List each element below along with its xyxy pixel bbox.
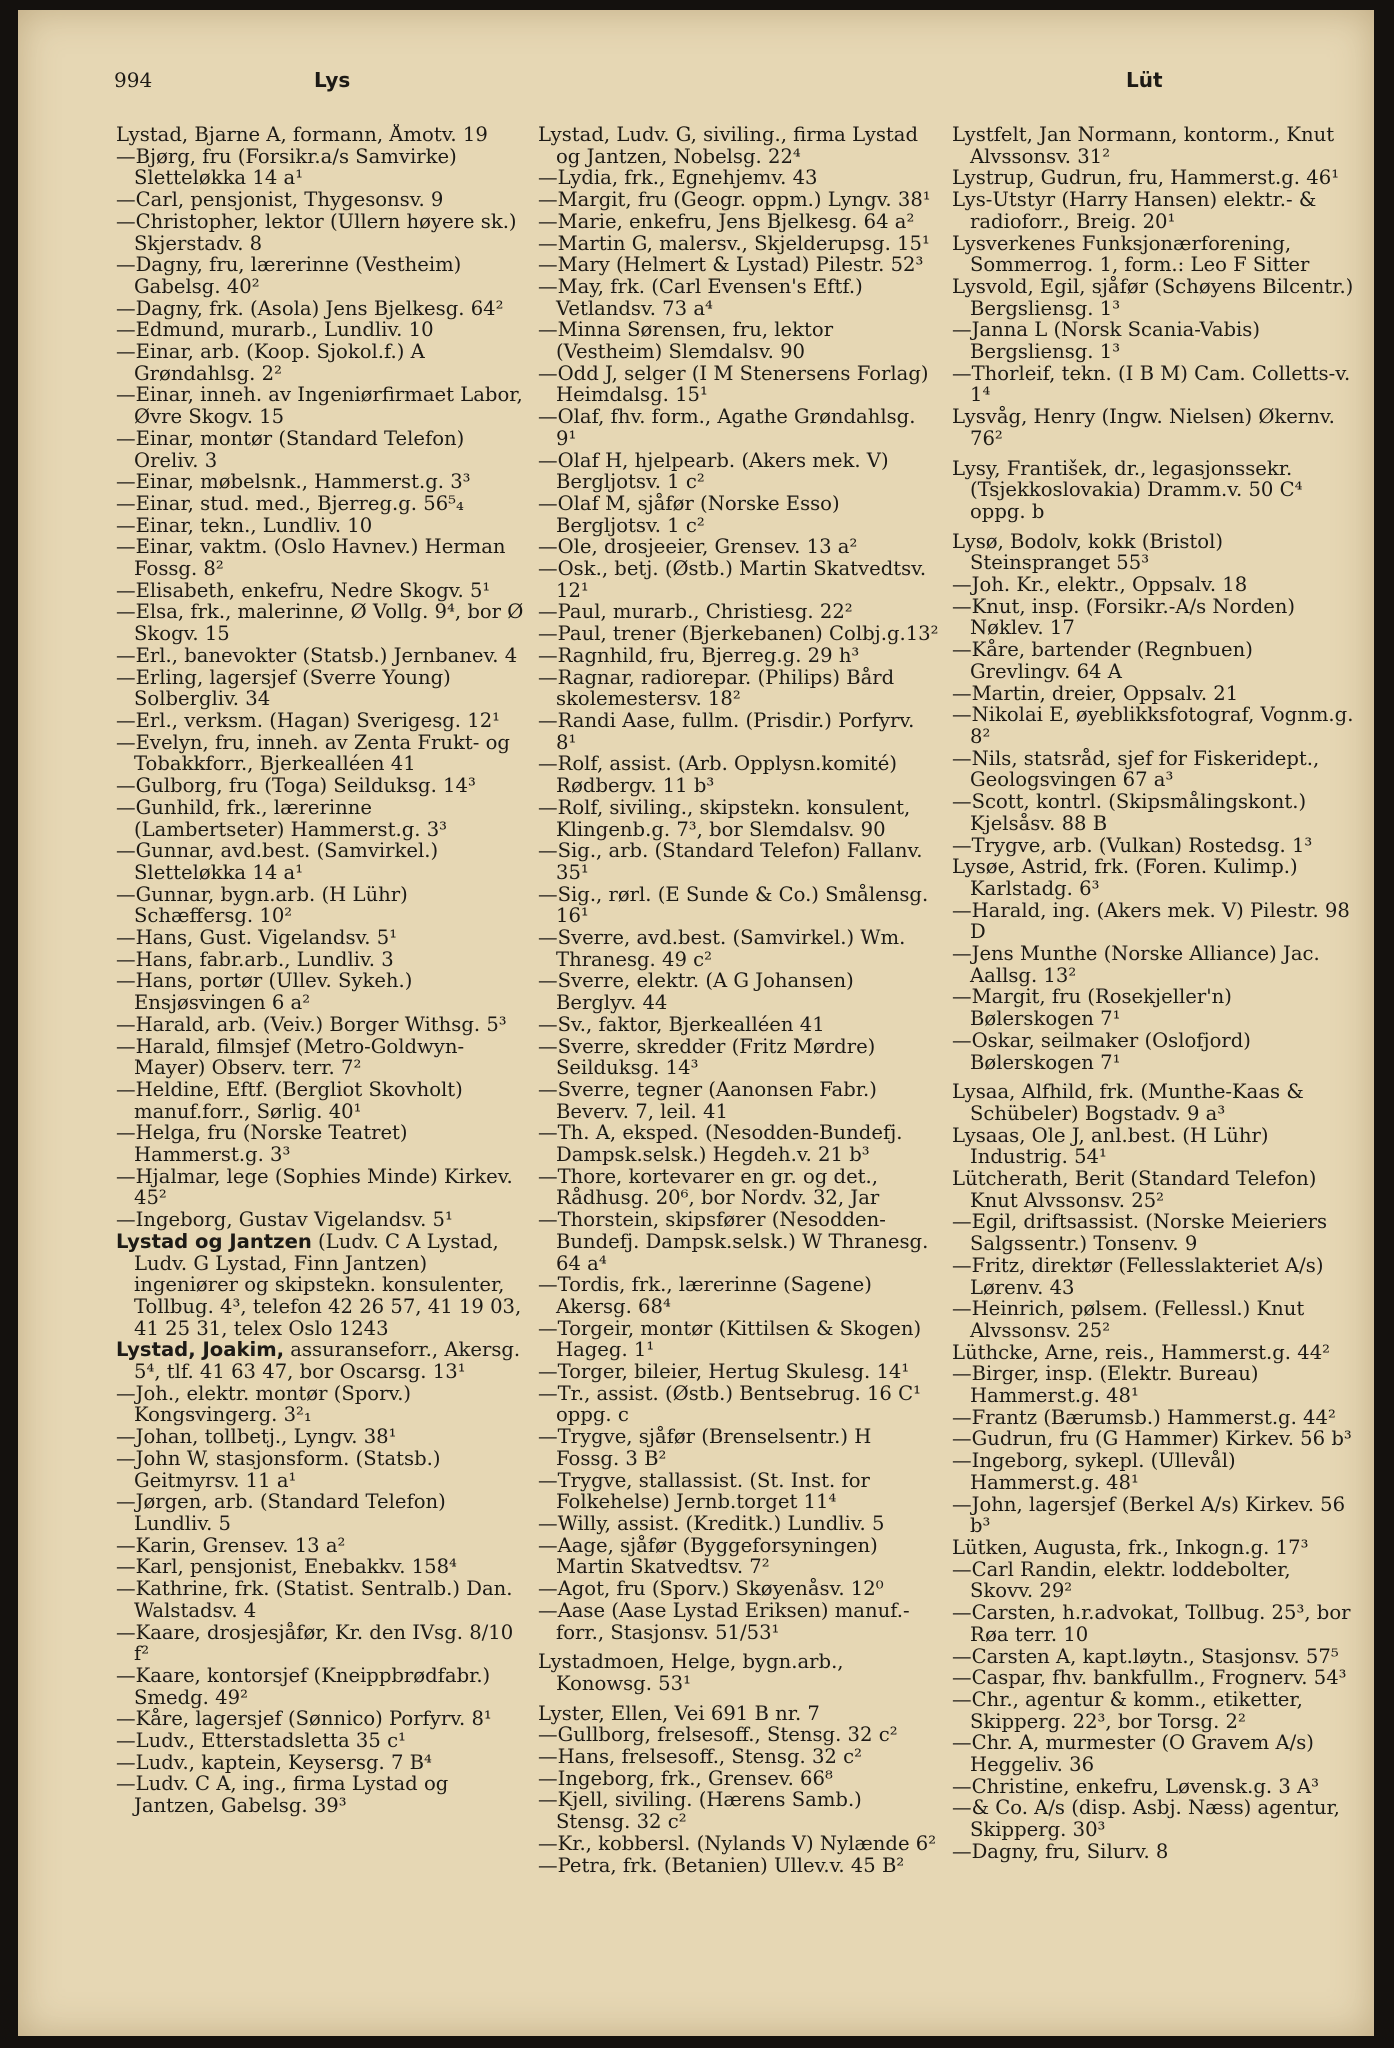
- directory-entry: [952, 1646, 1356, 1668]
- column-1: [116, 124, 524, 2024]
- entry-text: —Gudrun, fru (G Hammer) Kirkev. 56 b³: [952, 1427, 1352, 1451]
- entry-text: —Einar, tekn., Lundliv. 10: [116, 513, 373, 537]
- entry-text: —Erl., banevokter (Statsb.) Jernbanev. 4: [116, 643, 518, 667]
- entry-text: —Nils, statsråd, sjef for Fiskeridept., Geologsvingen 67 a³: [952, 746, 1320, 792]
- entry-text: —John, lagersjef (Berkel A/s) Kirkev. 56 b³: [952, 1492, 1346, 1538]
- entry-text: —Aage, sjåfør (Byggeforsyningen) Martin Skatvedtsv. 7²: [538, 1533, 878, 1579]
- entry-text: —Olaf H, hjelpearb. (Akers mek. V) Bergljotsv. 1 c²: [538, 448, 889, 494]
- entry-text: —Joh. Kr., elektr., Oppsalv. 18: [952, 573, 1248, 597]
- entry-text: —Odd J, selger (I M Stenersens Forlag) Heimdalsg. 15¹: [538, 361, 929, 407]
- entry-text: Lysaas, Ole J, anl.best. (H Lühr) Industrig. 54¹: [952, 1123, 1269, 1169]
- column-3: [952, 124, 1356, 2024]
- directory-entry: [538, 211, 940, 233]
- directory-entry: [952, 1450, 1356, 1493]
- directory-entry: [116, 732, 524, 775]
- entry-text: —Ingeborg, Gustav Vigelandsv. 5¹: [116, 1208, 453, 1232]
- directory-entry: [116, 124, 524, 146]
- entry-name: Lystad og Jantzen: [116, 1229, 312, 1253]
- entry-text: —Kaare, drosjesjåfør, Kr. den IVsg. 8/10 f²: [116, 1620, 514, 1666]
- directory-entry: [116, 1578, 524, 1621]
- directory-entry: [952, 791, 1356, 834]
- directory-entry: [538, 254, 940, 276]
- entry-text: —Petra, frk. (Betanien) Ullev.v. 45 B²: [538, 1853, 905, 1877]
- entry-text: —Scott, kontrl. (Skipsmålingskont.) Kjelsåsv. 88 B: [952, 790, 1307, 835]
- directory-entry: [116, 341, 524, 384]
- entry-text: —Osk., betj. (Østb.) Martin Skatvedtsv. 12¹: [538, 557, 927, 602]
- entry-text: —Margit, fru (Geogr. oppm.) Lyngv. 38¹: [538, 188, 931, 212]
- directory-entry: [116, 1231, 524, 1340]
- directory-entry: [538, 1036, 940, 1079]
- directory-entry: [952, 124, 1356, 167]
- directory-entry: [116, 927, 524, 949]
- entry-text: —Torgeir, montør (Kittilsen & Skogen) Hageg. 1¹: [538, 1316, 922, 1362]
- directory-entry: [952, 639, 1356, 682]
- entry-text: —Einar, inneh. av Ingeniørfirmaet Labor, Øvre Skogv. 15: [116, 383, 523, 429]
- directory-entry: [116, 428, 524, 471]
- entry-text: —Einar, stud. med., Bjerreg.g. 56⁵₄: [116, 491, 464, 515]
- entry-text: —Frantz (Bærumsb.) Hammerst.g. 44²: [952, 1405, 1336, 1429]
- entry-text: —Kåre, bartender (Regnbuen) Grevlingv. 64 A: [952, 638, 1253, 683]
- directory-entry: [116, 1122, 524, 1165]
- guide-word-left: Lys: [314, 68, 351, 92]
- entry-text: —Erling, lagersjef (Sverre Young) Solbergliv. 34: [116, 665, 451, 711]
- entry-name: Lystad, Joakim,: [116, 1338, 285, 1362]
- entry-text: —Margit, fru (Rosekjeller'n) Bølerskogen 7¹: [952, 985, 1232, 1031]
- entry-text: —Elsa, frk., malerinne, Ø Vollg. 9⁴, bor Ø Skogv. 15: [116, 600, 524, 646]
- directory-entry: [116, 797, 524, 840]
- directory-entry: [116, 1448, 524, 1491]
- directory-entry: [116, 1535, 524, 1557]
- entry-text: —Olaf, fhv. form., Agathe Grøndahlsg. 9¹: [538, 405, 916, 450]
- directory-entry: [952, 233, 1356, 276]
- directory-entry: [116, 1622, 524, 1665]
- directory-entry: [952, 1342, 1356, 1364]
- directory-entry: [952, 1537, 1356, 1559]
- directory-entry: [538, 1426, 940, 1469]
- directory-entry: [952, 900, 1356, 943]
- directory-entry: [952, 1298, 1356, 1341]
- entry-text: —Harald, arb. (Veiv.) Borger Withsg. 5³: [116, 1012, 507, 1036]
- directory-entry: [538, 1703, 940, 1725]
- entry-text: Lysverkenes Funksjonærforening, Sommerrog. 1, form.: Leo F Sitter: [952, 231, 1310, 277]
- entry-text: —Hans, Gust. Vigelandsv. 5¹: [116, 926, 398, 950]
- entry-text: —Hjalmar, lege (Sophies Minde) Kirkev. 45²: [116, 1164, 513, 1210]
- directory-entry: [116, 1383, 524, 1426]
- entry-text: —Sverre, elektr. (A G Johansen) Berglyv. 44: [538, 969, 854, 1015]
- directory-entry: [538, 1318, 940, 1361]
- directory-entry: [538, 1789, 940, 1832]
- directory-entry: [952, 276, 1356, 319]
- directory-entry: [538, 645, 940, 667]
- directory-entry: [538, 1600, 940, 1643]
- directory-entry: [116, 775, 524, 797]
- entry-text: —Dagny, fru, Silurv. 8: [952, 1839, 1169, 1863]
- directory-entry: [952, 1428, 1356, 1450]
- directory-entry: [952, 1255, 1356, 1298]
- entry-text: —Martin, dreier, Oppsalv. 21: [952, 681, 1239, 705]
- entry-text: —Birger, insp. (Elektr. Bureau) Hammerst.g. 48¹: [952, 1362, 1259, 1408]
- entry-text: assuranseforr., Akersg. 5⁴, tlf. 41 63 47, bor Oscarsg. 13¹: [134, 1338, 521, 1384]
- directory-entry: [538, 1079, 940, 1122]
- directory-entry: [538, 167, 940, 189]
- entry-text: —Willy, assist. (Kreditk.) Lundliv. 5: [538, 1512, 885, 1535]
- entry-text: —Olaf M, sjåfør (Norske Esso) Bergljotsv. 1 c²: [538, 491, 840, 537]
- entry-text: —Mary (Helmert & Lystad) Pilestr. 52³: [538, 253, 924, 277]
- entry-text: —Hans, portør (Ullev. Sykeh.) Ensjøsvingen 6 a²: [116, 969, 413, 1015]
- entry-text: —Agot, fru (Sporv.) Skøyenåsv. 12⁰: [538, 1577, 884, 1601]
- entry-text: —Egil, driftsassist. (Norske Meieriers Salgssentr.) Tonsenv. 9: [952, 1210, 1328, 1256]
- entry-text: —Karl, pensjonist, Enebakkv. 158⁴: [116, 1555, 457, 1579]
- directory-entry: [116, 1209, 524, 1231]
- directory-entry: [538, 1768, 940, 1790]
- guide-word-right: Lüt: [1126, 68, 1163, 92]
- entry-text: (Ludv. C A Lystad, Ludv. G Lystad, Finn Jantzen) ingeniører og skipstekn. konsulenter, Tollbug. 4³, telefon 42 26 57, 41 19 03, 41 25 31, telex Oslo 1243: [134, 1229, 522, 1340]
- directory-entry: [952, 1667, 1356, 1689]
- directory-entry: [538, 1166, 940, 1209]
- directory-entry: [952, 1732, 1356, 1775]
- entry-text: —Elisabeth, enkefru, Nedre Skogv. 5¹: [116, 578, 491, 602]
- directory-entry: [116, 515, 524, 537]
- directory-entry: [538, 1122, 940, 1165]
- entry-text: —Heinrich, pølsem. (Fellessl.) Knut Alvssonsv. 25²: [952, 1297, 1305, 1342]
- directory-entry: [538, 1274, 940, 1317]
- entry-text: —Trygve, sjåfør (Brenselsentr.) H Fossg. 3 B²: [538, 1425, 872, 1470]
- directory-entry: [952, 531, 1356, 574]
- directory-entry: [116, 1339, 524, 1382]
- directory-entry: [116, 1014, 524, 1036]
- entry-text: —Einar, montør (Standard Telefon) Oreliv. 3: [116, 426, 465, 472]
- entry-text: —Ragnar, radiorepar. (Philips) Bård skolemestersv. 18²: [538, 665, 895, 711]
- entry-text: —Tordis, frk., lærerinne (Sagene) Akersg. 68⁴: [538, 1273, 872, 1318]
- directory-entry: [538, 884, 940, 927]
- directory-entry: [116, 471, 524, 493]
- entry-text: —Janna L (Norsk Scania-Vabis) Bergsliensg. 1³: [952, 318, 1261, 364]
- directory-entry: [538, 1855, 940, 1877]
- entry-text: —Carsten, h.r.advokat, Tollbug. 25³, bor Røa terr. 10: [952, 1601, 1351, 1646]
- entry-text: Lysy, František, dr., legasjonssekr. (Tsjekkoslovakia) Dramm.v. 50 C⁴ oppg. b: [952, 456, 1303, 523]
- entry-text: —Christine, enkefru, Løvensk.g. 3 A³: [952, 1774, 1320, 1798]
- entry-text: —Paul, murarb., Christiesg. 22²: [538, 600, 853, 624]
- entry-text: Lysvåg, Henry (Ingw. Nielsen) Økernv. 76²: [952, 405, 1335, 450]
- directory-entry: [538, 710, 940, 753]
- entry-text: —Harald, ing. (Akers mek. V) Pilestr. 98 D: [952, 898, 1350, 944]
- directory-entry: [116, 1426, 524, 1448]
- entry-text: —Erl., verksm. (Hagan) Sverigesg. 12¹: [116, 708, 501, 732]
- directory-entry: [952, 1211, 1356, 1254]
- directory-entry: [538, 1651, 940, 1694]
- entry-text: —Dagny, fru, lærerinne (Vestheim) Gabelsg. 40²: [116, 253, 462, 298]
- directory-entry: [538, 233, 940, 255]
- entry-text: —Torger, bileier, Hertug Skulesg. 14¹: [538, 1360, 910, 1384]
- entry-text: —Einar, vaktm. (Oslo Havnev.) Herman Fossg. 8²: [116, 535, 506, 581]
- directory-entry: [116, 146, 524, 189]
- entry-text: —Rolf, siviling., skipstekn. konsulent, Klingenb.g. 7³, bor Slemdalsv. 90: [538, 795, 911, 841]
- entry-text: Lyster, Ellen, Vei 691 B nr. 7: [538, 1701, 820, 1725]
- entry-text: Lütken, Augusta, frk., Inkogn.g. 17³: [952, 1536, 1309, 1559]
- column-2: [538, 124, 940, 2024]
- entry-text: —Dagny, frk. (Asola) Jens Bjelkesg. 64²: [116, 296, 504, 320]
- entry-text: Lysø, Bodolv, kokk (Bristol) Steinspranget 55³: [952, 529, 1224, 575]
- entry-text: —Chr., agentur & komm., etiketter, Skipperg. 22³, bor Torsg. 2²: [952, 1687, 1303, 1733]
- entry-text: —Knut, insp. (Forsikr.-A/s Norden) Nøklev. 17: [952, 594, 1296, 640]
- entry-text: —Aase (Aase Lystad Eriksen) manuf.-forr., Stasjonsv. 51/53¹: [538, 1598, 910, 1644]
- directory-entry: [116, 840, 524, 883]
- entry-text: —Joh., elektr. montør (Sporv.) Kongsvingerg. 3²₁: [116, 1381, 412, 1427]
- directory-entry: [952, 319, 1356, 362]
- entry-text: —Oskar, seilmaker (Oslofjord) Bølerskogen 7¹: [952, 1028, 1251, 1074]
- directory-entry: [116, 1773, 524, 1816]
- entry-text: —Johan, tollbetj., Lyngv. 38¹: [116, 1425, 397, 1449]
- entry-text: Lystadmoen, Helge, bygn.arb., Konowsg. 53¹: [538, 1650, 844, 1695]
- entry-text: —May, frk. (Carl Evensen's Eftf.) Vetlandsv. 73 a⁴: [538, 274, 863, 320]
- directory-entry: [538, 558, 940, 601]
- entry-text: Lys-Utstyr (Harry Hansen) elektr.- & radioforr., Breig. 20¹: [952, 188, 1317, 233]
- directory-entry: [538, 493, 940, 536]
- entry-text: —Lydia, frk., Egnehjemv. 43: [538, 166, 818, 190]
- entry-text: —Gulborg, fru (Toga) Seilduksg. 14³: [116, 774, 476, 798]
- directory-entry: [538, 1470, 940, 1513]
- entry-text: —Jens Munthe (Norske Alliance) Jac. Aallsg. 13²: [952, 942, 1320, 987]
- entry-text: —Ragnhild, fru, Bjerreg.g. 29 h³: [538, 643, 860, 667]
- directory-entry: [538, 276, 940, 319]
- directory-entry: [538, 840, 940, 883]
- entry-text: Lysaa, Alfhild, frk. (Munthe-Kaas & Schübeler) Bogstadv. 9 a³: [952, 1080, 1304, 1125]
- entry-text: —Evelyn, fru, inneh. av Zenta Frukt- og Tobakkforr., Bjerkealléen 41: [116, 730, 510, 776]
- entry-text: —Gullborg, frelsesoff., Stensg. 32 c²: [538, 1723, 898, 1747]
- entry-text: —Christopher, lektor (Ullern høyere sk.) Skjerstadv. 8: [116, 209, 517, 255]
- page-header: [18, 68, 1374, 108]
- entry-text: —Sig., rørl. (E Sunde & Co.) Smålensg. 16¹: [538, 882, 929, 928]
- entry-text: —Edmund, murarb., Lundliv. 10: [116, 318, 434, 342]
- entry-text: —Ole, drosjeeier, Grensev. 13 a²: [538, 535, 858, 559]
- directory-entry: [952, 1841, 1356, 1863]
- directory-entry: [952, 167, 1356, 189]
- directory-entry: [538, 601, 940, 623]
- directory-entry: [952, 1168, 1356, 1211]
- directory-entry: [116, 189, 524, 211]
- directory-entry: [538, 450, 940, 493]
- entry-text: Lüthcke, Arne, reis., Hammerst.g. 44²: [952, 1340, 1331, 1364]
- entry-text: —Carl, pensjonist, Thygesonsv. 9: [116, 188, 444, 212]
- directory-entry: [952, 1776, 1356, 1798]
- entry-text: —& Co. A/s (disp. Asbj. Næss) agentur, Skipperg. 30³: [952, 1796, 1340, 1842]
- entry-text: Lystad, Bjarne A, formann, Åmotv. 19: [116, 124, 488, 146]
- entry-text: —Nikolai E, øyeblikksfotograf, Vognm.g. 8²: [952, 703, 1354, 748]
- directory-entry: [538, 927, 940, 970]
- entry-text: —Gunnar, avd.best. (Samvirkel.) Sletteløkka 14 a¹: [116, 839, 439, 884]
- entry-text: —Einar, arb. (Koop. Sjokol.f.) A Grøndahlsg. 2²: [116, 340, 425, 385]
- entry-text: —Sig., arb. (Standard Telefon) Fallanv. 35¹: [538, 839, 923, 884]
- entry-text: —Hans, fabr.arb., Lundliv. 3: [116, 947, 394, 971]
- directory-entry: [952, 363, 1356, 406]
- entry-text: —Thore, kortevarer en gr. og det., Rådhusg. 20⁶, bor Nordv. 32, Jar: [538, 1164, 880, 1210]
- directory-entry: [952, 1559, 1356, 1602]
- entry-text: —Helga, fru (Norske Teatret) Hammerst.g. 3³: [116, 1121, 408, 1167]
- directory-entry: [538, 1746, 940, 1768]
- entry-text: —Ingeborg, sykepl. (Ullevål) Hammerst.g. 48¹: [952, 1449, 1236, 1494]
- directory-entry: [116, 319, 524, 341]
- entry-text: —Thorleif, tekn. (I B M) Cam. Colletts-v. 1⁴: [952, 361, 1351, 407]
- directory-entry: [538, 536, 940, 558]
- directory-entry: [952, 1494, 1356, 1537]
- entry-text: —Bjørg, fru (Forsikr.a/s Samvirke) Sletteløkka 14 a¹: [116, 144, 457, 190]
- directory-entry: [116, 1079, 524, 1122]
- directory-entry: [116, 298, 524, 320]
- directory-entry: [538, 1724, 940, 1746]
- directory-entry: [538, 970, 940, 1013]
- directory-entry: [538, 1535, 940, 1578]
- directory-entry: [116, 1556, 524, 1578]
- entry-text: —Thorstein, skipsfører (Nesodden-Bundefj. Dampsk.selsk.) W Thranesg. 64 a⁴: [538, 1208, 929, 1275]
- entry-text: —Sverre, skredder (Fritz Mørdre) Seilduksg. 14³: [538, 1034, 876, 1080]
- entry-text: —Einar, møbelsnk., Hammerst.g. 3³: [116, 470, 471, 494]
- directory-entry: [538, 1014, 940, 1036]
- directory-entry: [952, 1407, 1356, 1429]
- directory-entry: [116, 384, 524, 427]
- directory-entry: [116, 667, 524, 710]
- directory-entry: [116, 970, 524, 1013]
- directory-entry: [538, 753, 940, 796]
- directory-page: [18, 10, 1374, 2036]
- entry-text: —Carsten A, kapt.løytn., Stasjonsv. 57⁵: [952, 1644, 1339, 1668]
- entry-text: Lystfelt, Jan Normann, kontorm., Knut Alvssonsv. 31²: [952, 124, 1335, 168]
- directory-entry: [116, 1708, 524, 1730]
- entry-text: Lysvold, Egil, sjåfør (Schøyens Bilcentr.) Bergsliensg. 1³: [952, 274, 1354, 320]
- directory-entry: [952, 189, 1356, 232]
- directory-entry: [116, 1166, 524, 1209]
- entry-text: —Fritz, direktør (Fellesslakteriet A/s) Lørenv. 43: [952, 1253, 1324, 1299]
- entry-text: —Marie, enkefru, Jens Bjelkesg. 64 a²: [538, 209, 915, 233]
- directory-entry: [538, 623, 940, 645]
- directory-entry: [116, 710, 524, 732]
- directory-entry: [952, 458, 1356, 523]
- entry-text: —Rolf, assist. (Arb. Opplysn.komité) Rødbergv. 11 b³: [538, 752, 898, 798]
- directory-entry: [116, 1665, 524, 1708]
- directory-entry: [538, 1578, 940, 1600]
- directory-entry: [116, 1491, 524, 1534]
- directory-entry: [116, 493, 524, 515]
- entry-text: —Martin G, malersv., Skjelderupsg. 15¹: [538, 231, 930, 255]
- directory-entry: [952, 1689, 1356, 1732]
- entry-text: —Kathrine, frk. (Statist. Sentralb.) Dan. Walstadsv. 4: [116, 1577, 513, 1622]
- directory-entry: [952, 943, 1356, 986]
- entry-text: —Ludv. C A, ing., firma Lystad og Jantzen, Gabelsg. 39³: [116, 1772, 449, 1818]
- entry-text: —Gunhild, frk., lærerinne (Lambertseter) Hammerst.g. 3³: [116, 795, 448, 841]
- entry-text: —Paul, trener (Bjerkebanen) Colbj.g.13²: [538, 622, 939, 646]
- directory-entry: [952, 406, 1356, 449]
- entry-text: Lystrup, Gudrun, fru, Hammerst.g. 46¹: [952, 166, 1340, 190]
- directory-entry: [538, 1513, 940, 1535]
- entry-text: —Heldine, Eftf. (Bergliot Skovholt) manuf.forr., Sørlig. 40¹: [116, 1077, 463, 1123]
- directory-entry: [538, 189, 940, 211]
- entry-text: —Caspar, fhv. bankfullm., Frognerv. 54³: [952, 1666, 1347, 1690]
- directory-entry: [952, 856, 1356, 899]
- entry-text: —Trygve, arb. (Vulkan) Rostedsg. 1³: [952, 833, 1313, 857]
- entry-text: Lysøe, Astrid, frk. (Foren. Kulimp.) Karlstadg. 6³: [952, 855, 1298, 900]
- entry-text: —Karin, Grensev. 13 a²: [116, 1533, 346, 1557]
- directory-entry: [952, 1030, 1356, 1073]
- directory-entry: [538, 1209, 940, 1274]
- entry-text: —Kr., kobbersl. (Nylands V) Nylænde 6²: [538, 1831, 937, 1855]
- entry-text: —Kaare, kontorsjef (Kneippbrødfabr.) Smedg. 49²: [116, 1663, 491, 1709]
- entry-text: —Ingeborg, frk., Grensev. 66⁸: [538, 1766, 833, 1790]
- directory-entry: [952, 1797, 1356, 1840]
- entry-text: —Harald, filmsjef (Metro-Goldwyn-Mayer) Observ. terr. 7²: [116, 1034, 465, 1080]
- directory-entry: [952, 683, 1356, 705]
- directory-entry: [538, 406, 940, 449]
- directory-entry: [952, 574, 1356, 596]
- directory-entry: [952, 596, 1356, 639]
- entry-text: —Jørgen, arb. (Standard Telefon) Lundliv. 5: [116, 1490, 446, 1535]
- entry-text: Lystad, Ludv. G, siviling., firma Lystad og Jantzen, Nobelsg. 22⁴: [538, 124, 918, 168]
- directory-entry: [952, 1125, 1356, 1168]
- directory-entry: [116, 645, 524, 667]
- entry-text: —Sverre, tegner (Aanonsen Fabr.) Beverv. 7, leil. 41: [538, 1077, 877, 1123]
- entry-text: —Trygve, stallassist. (St. Inst. for Folkehelse) Jernb.torget 11⁴: [538, 1468, 870, 1514]
- directory-entry: [952, 1602, 1356, 1645]
- directory-entry: [116, 884, 524, 927]
- directory-entry: [952, 748, 1356, 791]
- entry-text: —Chr. A, murmester (O Gravem A/s) Heggeliv. 36: [952, 1731, 1314, 1777]
- directory-entry: [538, 124, 940, 167]
- entry-text: —Sverre, avd.best. (Samvirkel.) Wm. Thranesg. 49 c²: [538, 926, 906, 971]
- entry-text: —Gunnar, bygn.arb. (H Lühr) Schæffersg. 10²: [116, 882, 408, 928]
- directory-entry: [116, 211, 524, 254]
- entry-text: —Kåre, lagersjef (Sønnico) Porfyrv. 8¹: [116, 1707, 492, 1731]
- directory-entry: [952, 1081, 1356, 1124]
- directory-entry: [538, 363, 940, 406]
- entry-text: —Minna Sørensen, fru, lektor (Vestheim) Slemdalsv. 90: [538, 318, 834, 364]
- entry-text: —Tr., assist. (Østb.) Bentsebrug. 16 C¹ oppg. c: [538, 1381, 921, 1427]
- directory-entry: [538, 1361, 940, 1383]
- entry-text: Lütcherath, Berit (Standard Telefon) Knut Alvssonsv. 25²: [952, 1167, 1317, 1212]
- directory-entry: [116, 580, 524, 602]
- entry-text: —Hans, frelsesoff., Stensg. 32 c²: [538, 1745, 862, 1769]
- directory-entry: [116, 1730, 524, 1752]
- entry-text: —Randi Aase, fullm. (Prisdir.) Porfyrv. 8¹: [538, 708, 915, 754]
- entry-text: —Th. A, eksped. (Nesodden-Bundefj. Dampsk.selsk.) Hegdeh.v. 21 b³: [538, 1121, 903, 1167]
- entry-text: —Sv., faktor, Bjerkealléen 41: [538, 1012, 825, 1036]
- entry-text: —Ludv., kaptein, Keysersg. 7 B⁴: [116, 1750, 432, 1774]
- directory-entry: [952, 986, 1356, 1029]
- directory-entry: [116, 536, 524, 579]
- directory-entry: [116, 949, 524, 971]
- entry-text: —John W, stasjonsform. (Statsb.) Geitmyrsv. 11 a¹: [116, 1446, 441, 1492]
- directory-entry: [538, 1383, 940, 1426]
- directory-entry: [952, 1363, 1356, 1406]
- directory-entry: [538, 797, 940, 840]
- directory-entry: [538, 319, 940, 362]
- page-number: 994: [114, 68, 153, 92]
- directory-entry: [116, 601, 524, 644]
- directory-entry: [116, 1752, 524, 1774]
- directory-entry: [538, 1833, 940, 1855]
- entry-text: —Carl Randin, elektr. loddebolter, Skovv. 29²: [952, 1557, 1291, 1603]
- directory-entry: [116, 254, 524, 297]
- directory-entry: [952, 835, 1356, 857]
- directory-entry: [116, 1036, 524, 1079]
- directory-entry: [538, 667, 940, 710]
- entry-text: —Kjell, siviling. (Hærens Samb.) Stensg. 32 c²: [538, 1788, 862, 1834]
- directory-entry: [952, 704, 1356, 747]
- entry-text: —Ludv., Etterstadsletta 35 c¹: [116, 1729, 406, 1753]
